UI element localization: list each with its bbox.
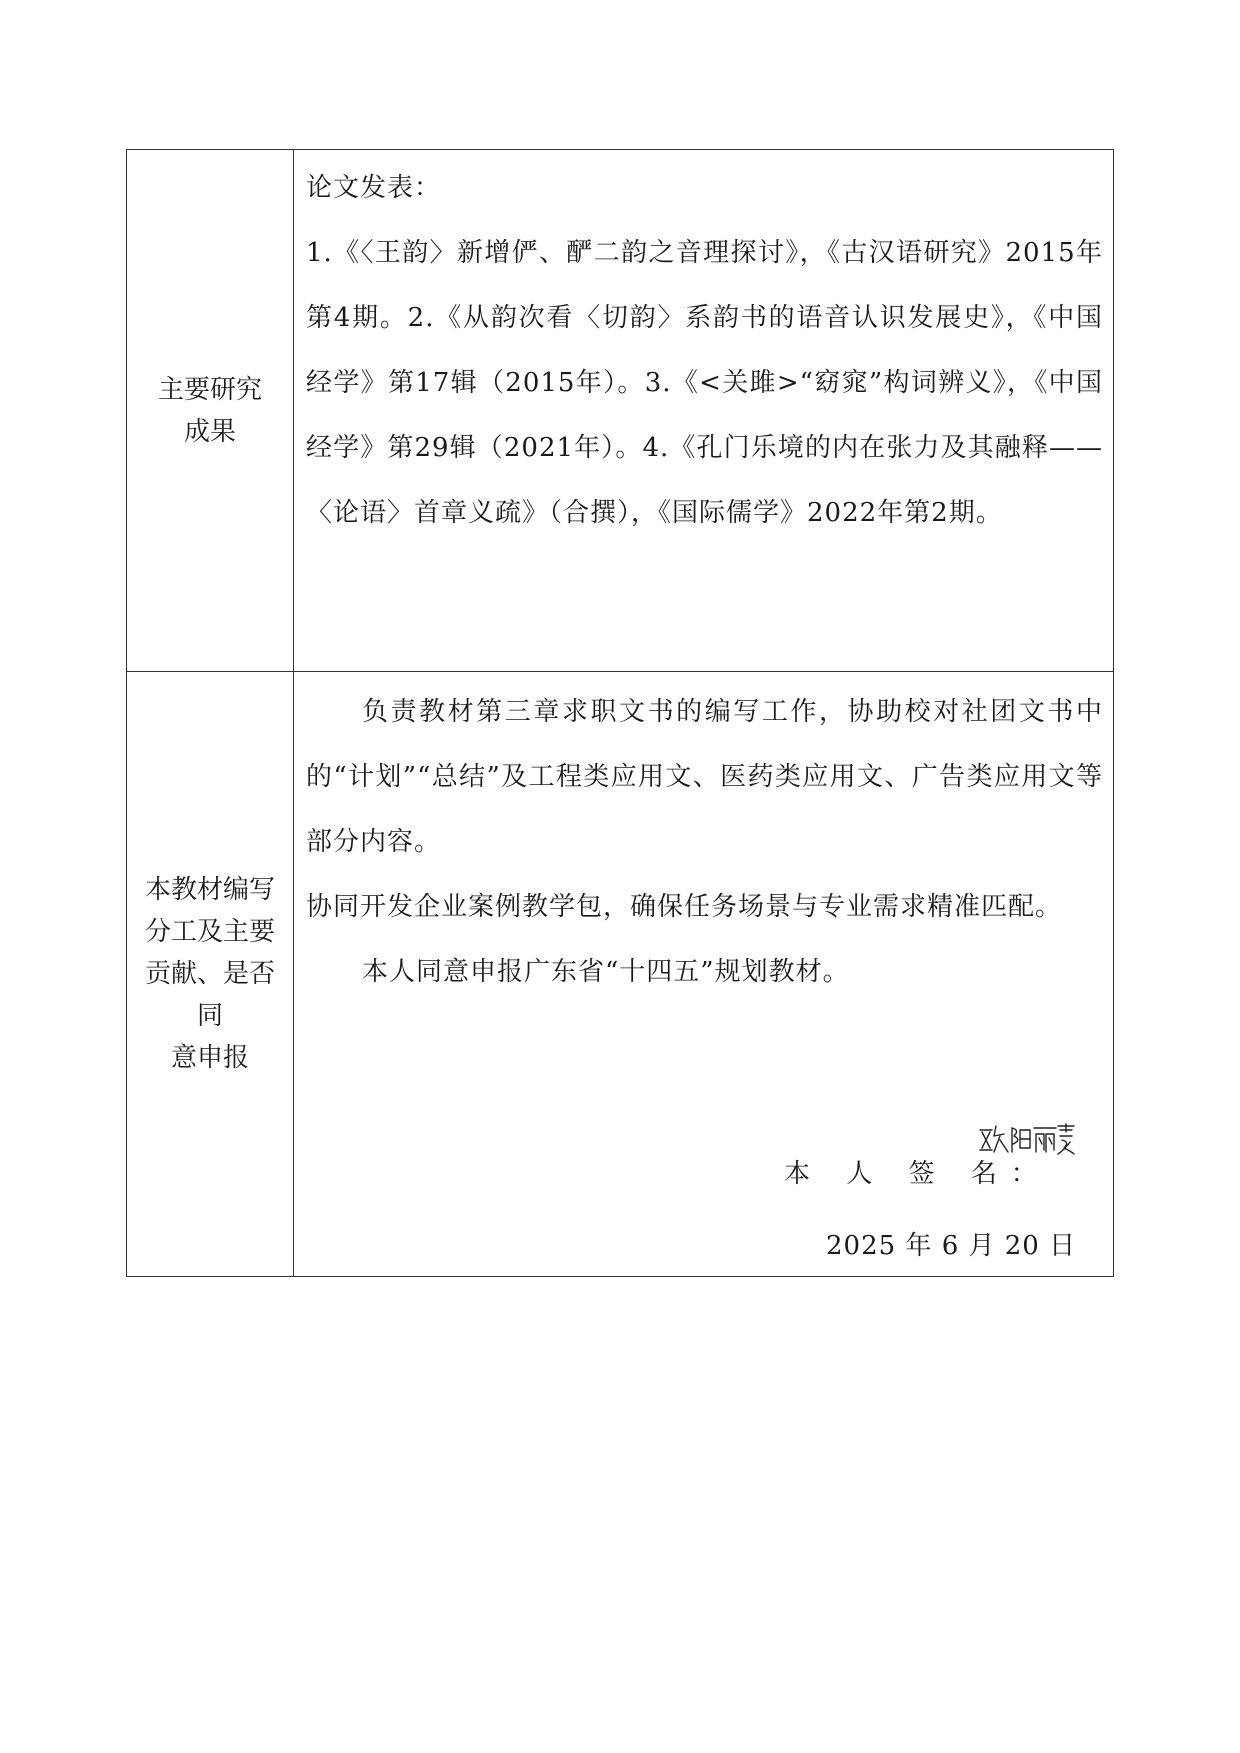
duty-paragraph-2: 协同开发企业案例教学包，确保任务场景与专业需求精准匹配。 <box>306 892 1063 922</box>
duty-label-line: 贡献、是否同 <box>145 959 276 1031</box>
research-paragraph: 1.《〈王韵〉新增俨、酽二韵之音理探讨》，《古汉语研究》2015年第4期。2.《从韵次看〈切韵〉系韵书的语音认识发展史》，《中国经学》第17辑（2015年）。3.《<关雎>“窈窕”构词辨义》，《中国经学》第29辑（2021年）。4.《孔门乐境的内在张力及其融释——〈论语〉首章义疏》（合撰），《国际儒学》2022年第2期。 <box>306 238 1103 528</box>
research-label-line: 成果 <box>183 416 236 447</box>
signature-label: 本 人 签 名： <box>784 1159 1051 1189</box>
research-heading: 论文发表： <box>306 173 442 203</box>
duty-row <box>127 672 1114 1277</box>
duty-label-line: 本教材编写 <box>145 875 276 905</box>
research-label <box>145 369 275 453</box>
handwritten-signature <box>976 1118 1076 1158</box>
duty-label-line: 分工及主要 <box>145 917 276 947</box>
research-content-cell <box>294 150 1114 672</box>
research-row <box>127 150 1114 672</box>
application-form-table <box>126 149 1114 1277</box>
duty-paragraph-3: 本人同意申报广东省“十四五”规划教材。 <box>362 957 850 987</box>
duty-paragraph-1: 负责教材第三章求职文书的编写工作，协助校对社团文书中的“计划”“总结”及工程类应用文、医药类应用文、广告类应用文等部分内容。 <box>306 697 1103 857</box>
duty-label-line: 意申报 <box>170 1043 249 1073</box>
signature-date: 2025 年 6 月 20 日 <box>826 1231 1077 1261</box>
research-label-cell <box>127 150 294 672</box>
duty-label-cell <box>127 672 294 1277</box>
research-label-line: 主要研究 <box>157 374 262 405</box>
duty-content-cell <box>294 672 1114 1277</box>
duty-label <box>145 869 275 1079</box>
